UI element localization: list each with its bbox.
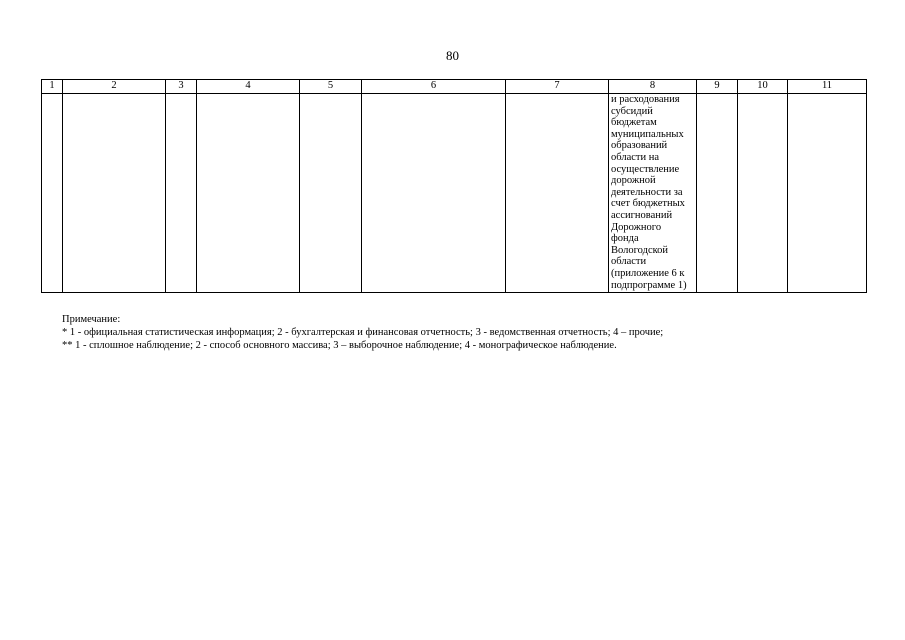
table-header-row <box>42 80 867 94</box>
column-header-10: 10 <box>738 80 788 94</box>
table-cell-3 <box>166 94 197 293</box>
page-number: 80 <box>446 48 459 63</box>
column-header-6: 6 <box>362 80 506 94</box>
column-header-4: 4 <box>197 80 300 94</box>
table-cell-8: и расходования субсидий бюджетам муниципальных образований области на осуществление дорожной деятельности за счет бюджетных ассигнований Дорожного фонда Вологодской области (приложение 6 к подпрограмме 1) <box>609 94 697 293</box>
table-cell-1 <box>42 94 63 293</box>
notes-title: Примечание: <box>62 314 121 325</box>
table-cell-7 <box>506 94 609 293</box>
column-header-1: 1 <box>42 80 63 94</box>
table-cell-11 <box>788 94 867 293</box>
table-cell-4 <box>197 94 300 293</box>
table-row <box>42 94 867 293</box>
notes-section <box>62 313 862 352</box>
table-cell-5 <box>300 94 362 293</box>
data-table <box>41 79 867 293</box>
column-header-2: 2 <box>63 80 166 94</box>
column-header-9: 9 <box>697 80 738 94</box>
column-header-5: 5 <box>300 80 362 94</box>
note-line-1: * 1 - официальная статистическая информация; 2 - бухгалтерская и финансовая отчетность; 3 - ведомственная отчетность; 4 – прочие; <box>62 327 664 338</box>
column-header-11: 11 <box>788 80 867 94</box>
table-cell-2 <box>63 94 166 293</box>
column-header-3: 3 <box>166 80 197 94</box>
note-line-2: ** 1 - сплошное наблюдение; 2 - способ основного массива; 3 – выборочное наблюдение; 4 - монографическое наблюдение. <box>62 340 617 351</box>
table-cell-6 <box>362 94 506 293</box>
table-cell-9 <box>697 94 738 293</box>
column-header-7: 7 <box>506 80 609 94</box>
column-header-8: 8 <box>609 80 697 94</box>
table-cell-10 <box>738 94 788 293</box>
